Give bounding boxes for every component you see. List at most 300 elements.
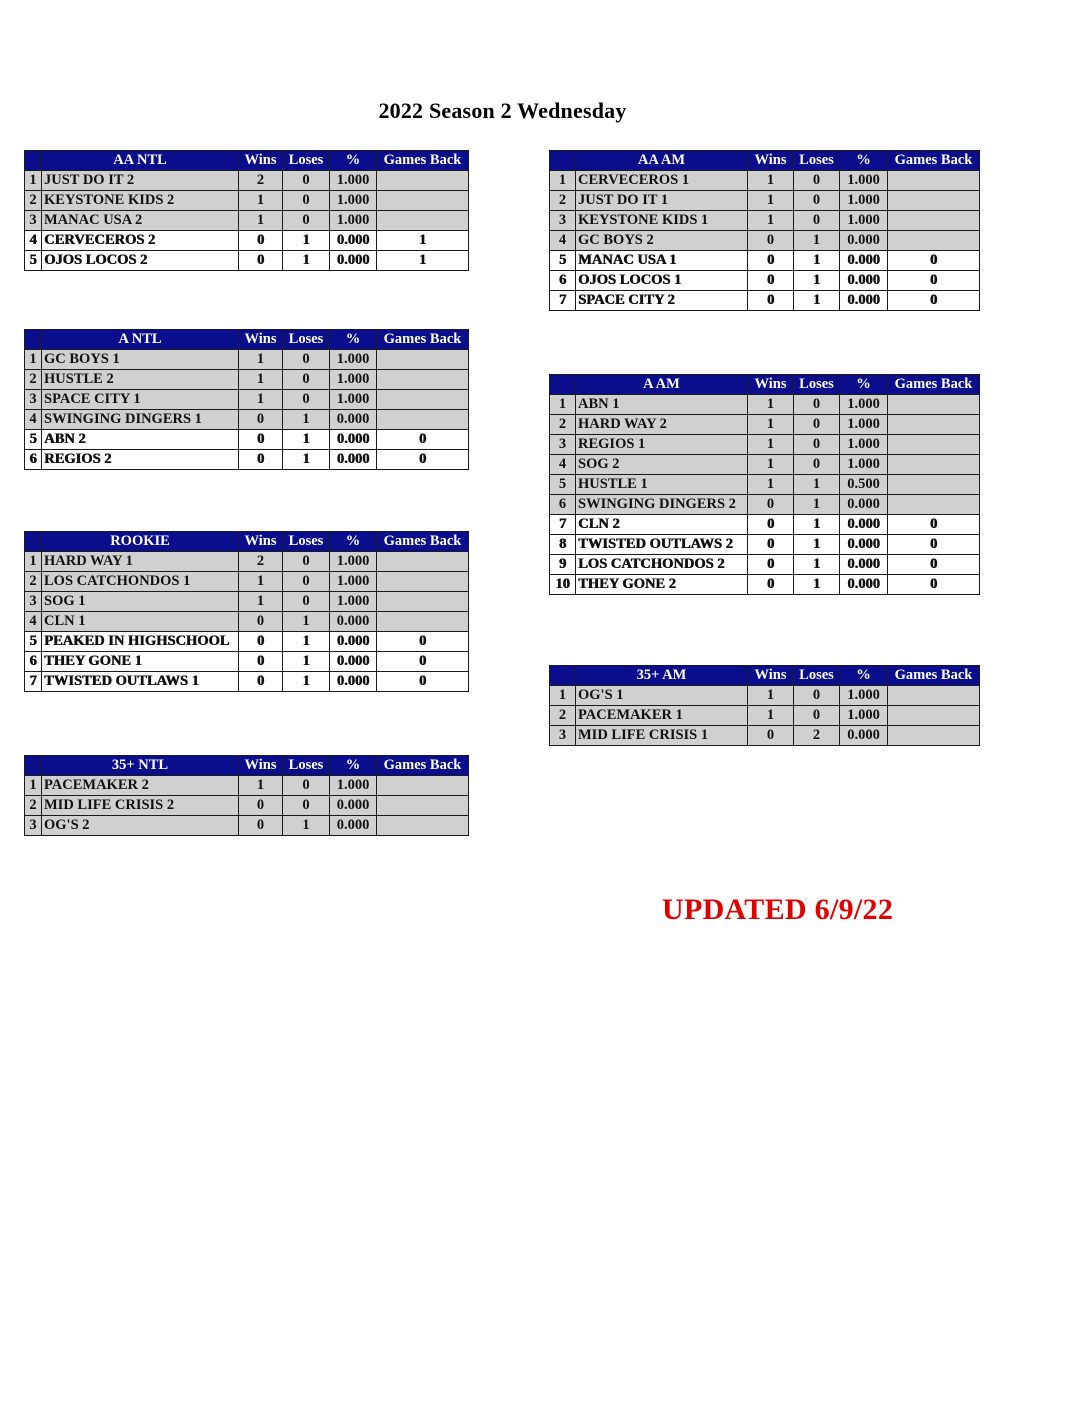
standings-table-rookie [24,531,469,692]
pct-cell: 0.000 [330,410,377,430]
rank-cell: 2 [550,415,576,435]
wins-cell: 0 [239,796,283,816]
rank-cell: 6 [25,652,42,672]
games-back-cell [888,171,980,191]
table-header-row [550,375,980,395]
team-name-cell: HUSTLE 1 [576,475,748,495]
wins-cell: 1 [239,776,283,796]
pct-cell: 0.000 [330,251,377,271]
table-row [25,776,469,796]
wins-cell: 0 [748,291,794,311]
table-row [550,535,980,555]
table-row [25,430,469,450]
table-row [25,816,469,836]
pct-cell: 0.000 [840,231,888,251]
rank-cell: 3 [25,592,42,612]
loses-cell: 1 [283,251,330,271]
wins-cell: 1 [239,592,283,612]
games-back-cell [377,816,469,836]
table-header-row [25,756,469,776]
rank-cell: 2 [25,370,42,390]
team-name-cell: HUSTLE 2 [42,370,239,390]
wins-cell: 1 [239,390,283,410]
team-name-cell: MID LIFE CRISIS 1 [576,726,748,746]
table-row [550,495,980,515]
table-row [550,686,980,706]
loses-cell: 0 [794,686,840,706]
wins-cell: 2 [239,171,283,191]
pct-cell: 1.000 [330,211,377,231]
games-back-cell [377,796,469,816]
rank-cell: 5 [25,430,42,450]
games-back-cell [377,211,469,231]
games-back-cell [888,211,980,231]
loses-cell: 1 [283,816,330,836]
rank-cell: 2 [550,706,576,726]
pct-cell: 0.000 [330,796,377,816]
wins-cell: 0 [748,495,794,515]
team-name-cell: CERVECEROS 1 [576,171,748,191]
loses-cell: 1 [283,450,330,470]
loses-cell: 0 [283,370,330,390]
games-back-cell [888,495,980,515]
wins-header: Wins [239,532,283,552]
team-name-cell: OG'S 2 [42,816,239,836]
rank-cell: 7 [550,515,576,535]
division-name: 35+ NTL [42,756,239,776]
loses-cell: 1 [283,652,330,672]
rank-cell: 5 [25,632,42,652]
games-back-cell: 0 [888,271,980,291]
pct-cell: 1.000 [840,686,888,706]
rank-cell: 3 [550,435,576,455]
rank-cell: 4 [25,612,42,632]
games-back-cell: 0 [888,555,980,575]
loses-cell: 0 [283,796,330,816]
games-back-cell [377,592,469,612]
pct-header: % [330,532,377,552]
table-row [25,450,469,470]
rank-cell: 4 [550,231,576,251]
table-row [550,475,980,495]
table-row [25,350,469,370]
wins-cell: 1 [239,350,283,370]
games-back-cell [888,415,980,435]
team-name-cell: OJOS LOCOS 2 [42,251,239,271]
loses-cell: 0 [794,435,840,455]
table-row [25,370,469,390]
rank-cell: 1 [25,776,42,796]
team-name-cell: LOS CATCHONDOS 2 [576,555,748,575]
games-back-cell: 0 [377,430,469,450]
loses-cell: 1 [283,410,330,430]
loses-cell: 0 [283,211,330,231]
loses-cell: 0 [794,455,840,475]
loses-cell: 1 [283,632,330,652]
games-back-cell [377,612,469,632]
table-row [550,555,980,575]
games-back-cell: 0 [377,450,469,470]
games-back-cell [888,706,980,726]
wins-cell: 0 [748,515,794,535]
games-back-cell: 0 [888,251,980,271]
pct-cell: 0.000 [840,251,888,271]
wins-cell: 1 [748,475,794,495]
rank-cell: 3 [550,726,576,746]
table-header-row [550,151,980,171]
table-row [550,395,980,415]
team-name-cell: KEYSTONE KIDS 2 [42,191,239,211]
rank-cell: 7 [550,291,576,311]
wins-cell: 0 [748,535,794,555]
table-row [550,706,980,726]
wins-cell: 0 [239,612,283,632]
division-name: AA NTL [42,151,239,171]
wins-cell: 0 [748,271,794,291]
games-back-header: Games Back [377,151,469,171]
loses-cell: 1 [794,271,840,291]
games-back-cell: 0 [888,575,980,595]
rank-cell: 1 [550,686,576,706]
loses-header: Loses [283,756,330,776]
loses-cell: 1 [794,575,840,595]
standings-table-35-am [549,665,980,746]
wins-cell: 0 [748,555,794,575]
pct-cell: 1.000 [330,776,377,796]
loses-cell: 2 [794,726,840,746]
loses-cell: 0 [794,706,840,726]
games-back-cell: 0 [888,515,980,535]
division-name: ROOKIE [42,532,239,552]
team-name-cell: OJOS LOCOS 1 [576,271,748,291]
team-name-cell: CERVECEROS 2 [42,231,239,251]
games-back-cell: 0 [377,632,469,652]
loses-cell: 1 [794,555,840,575]
loses-cell: 0 [794,395,840,415]
wins-cell: 0 [239,231,283,251]
loses-cell: 0 [794,211,840,231]
wins-cell: 1 [239,191,283,211]
rank-header [550,375,576,395]
pct-cell: 0.000 [840,575,888,595]
table-row [550,211,980,231]
table-row [25,572,469,592]
table-row [25,552,469,572]
pct-cell: 0.000 [330,450,377,470]
games-back-header: Games Back [377,330,469,350]
rank-cell: 4 [25,410,42,430]
wins-cell: 0 [239,816,283,836]
rank-cell: 9 [550,555,576,575]
games-back-header: Games Back [888,151,980,171]
loses-cell: 1 [794,515,840,535]
team-name-cell: CLN 2 [576,515,748,535]
games-back-cell [888,726,980,746]
rank-cell: 1 [550,171,576,191]
games-back-cell [888,191,980,211]
pct-cell: 0.000 [330,231,377,251]
team-name-cell: ABN 2 [42,430,239,450]
pct-header: % [840,151,888,171]
team-name-cell: REGIOS 1 [576,435,748,455]
pct-cell: 0.000 [330,430,377,450]
table-row [25,612,469,632]
pct-cell: 1.000 [330,350,377,370]
page-title: 2022 Season 2 Wednesday [378,98,627,123]
table-row [550,415,980,435]
pct-cell: 1.000 [330,171,377,191]
pct-cell: 0.000 [840,726,888,746]
rank-cell: 2 [25,191,42,211]
table-row [550,231,980,251]
wins-header: Wins [239,330,283,350]
table-row [550,191,980,211]
pct-cell: 0.000 [330,672,377,692]
table-row [550,515,980,535]
pct-cell: 0.000 [330,632,377,652]
loses-header: Loses [283,151,330,171]
wins-cell: 1 [748,415,794,435]
standings-table-35-ntl [24,755,469,836]
rank-cell: 3 [25,816,42,836]
loses-cell: 1 [794,251,840,271]
wins-cell: 0 [239,430,283,450]
table-header-row [25,151,469,171]
standings-table-a-am [549,374,980,595]
pct-cell: 1.000 [330,370,377,390]
table-row [25,231,469,251]
loses-cell: 0 [283,171,330,191]
loses-cell: 1 [283,231,330,251]
wins-cell: 0 [748,231,794,251]
team-name-cell: SPACE CITY 2 [576,291,748,311]
wins-cell: 1 [239,572,283,592]
rank-cell: 3 [25,211,42,231]
loses-cell: 1 [283,612,330,632]
games-back-cell [888,686,980,706]
table-row [25,211,469,231]
wins-header: Wins [239,756,283,776]
wins-cell: 0 [239,450,283,470]
pct-cell: 1.000 [330,390,377,410]
rank-cell: 2 [25,796,42,816]
games-back-cell: 0 [888,535,980,555]
pct-cell: 1.000 [840,211,888,231]
wins-cell: 0 [748,251,794,271]
games-back-cell: 0 [377,652,469,672]
loses-cell: 1 [794,475,840,495]
loses-header: Loses [283,330,330,350]
table-row [25,390,469,410]
wins-cell: 1 [748,171,794,191]
rank-header [25,330,42,350]
table-header-row [550,666,980,686]
rank-cell: 8 [550,535,576,555]
wins-cell: 0 [748,575,794,595]
games-back-cell: 1 [377,251,469,271]
rank-cell: 2 [25,572,42,592]
table-row [25,171,469,191]
team-name-cell: ABN 1 [576,395,748,415]
team-name-cell: CLN 1 [42,612,239,632]
games-back-cell [888,475,980,495]
wins-cell: 1 [748,706,794,726]
rank-cell: 7 [25,672,42,692]
team-name-cell: THEY GONE 2 [576,575,748,595]
pct-cell: 0.000 [330,816,377,836]
team-name-cell: MID LIFE CRISIS 2 [42,796,239,816]
rank-cell: 5 [25,251,42,271]
wins-cell: 1 [748,191,794,211]
rank-header [25,756,42,776]
table-row [25,632,469,652]
rank-cell: 1 [25,350,42,370]
team-name-cell: HARD WAY 1 [42,552,239,572]
loses-cell: 0 [283,592,330,612]
rank-cell: 6 [550,495,576,515]
loses-header: Loses [794,666,840,686]
table-row [25,191,469,211]
pct-header: % [330,330,377,350]
wins-cell: 1 [748,455,794,475]
pct-cell: 1.000 [330,191,377,211]
division-name: A AM [576,375,748,395]
wins-cell: 1 [239,370,283,390]
team-name-cell: MANAC USA 2 [42,211,239,231]
rank-header [25,151,42,171]
pct-cell: 0.000 [330,612,377,632]
team-name-cell: HARD WAY 2 [576,415,748,435]
team-name-cell: OG'S 1 [576,686,748,706]
wins-header: Wins [748,375,794,395]
table-row [550,455,980,475]
team-name-cell: SWINGING DINGERS 2 [576,495,748,515]
loses-cell: 0 [283,552,330,572]
pct-cell: 1.000 [840,415,888,435]
games-back-cell [888,231,980,251]
loses-cell: 1 [794,291,840,311]
games-back-cell: 0 [377,672,469,692]
loses-cell: 0 [794,171,840,191]
games-back-cell [377,370,469,390]
team-name-cell: KEYSTONE KIDS 1 [576,211,748,231]
pct-header: % [840,375,888,395]
division-name: AA AM [576,151,748,171]
loses-cell: 0 [794,415,840,435]
wins-cell: 0 [239,672,283,692]
rank-cell: 5 [550,251,576,271]
games-back-cell [888,395,980,415]
pct-cell: 0.000 [840,555,888,575]
team-name-cell: SOG 2 [576,455,748,475]
loses-header: Loses [794,375,840,395]
wins-cell: 1 [748,435,794,455]
games-back-cell [888,455,980,475]
loses-cell: 1 [283,430,330,450]
games-back-cell [377,552,469,572]
team-name-cell: PACEMAKER 2 [42,776,239,796]
pct-cell: 1.000 [330,592,377,612]
team-name-cell: THEY GONE 1 [42,652,239,672]
pct-cell: 0.000 [840,535,888,555]
games-back-cell: 0 [888,291,980,311]
games-back-header: Games Back [888,666,980,686]
games-back-cell [377,572,469,592]
team-name-cell: PEAKED IN HIGHSCHOOL [42,632,239,652]
games-back-header: Games Back [377,532,469,552]
loses-cell: 0 [283,350,330,370]
team-name-cell: SWINGING DINGERS 1 [42,410,239,430]
games-back-cell [377,191,469,211]
rank-cell: 10 [550,575,576,595]
loses-header: Loses [794,151,840,171]
table-row [550,575,980,595]
pct-header: % [330,151,377,171]
games-back-cell [377,410,469,430]
loses-cell: 0 [794,191,840,211]
loses-cell: 1 [794,495,840,515]
loses-cell: 1 [283,672,330,692]
wins-header: Wins [748,666,794,686]
table-row [25,592,469,612]
pct-cell: 0.000 [840,515,888,535]
pct-cell: 1.000 [330,552,377,572]
standings-table-a-ntl [24,329,469,470]
table-header-row [25,330,469,350]
wins-cell: 0 [748,726,794,746]
updated-notice: UPDATED 6/9/22 [662,893,894,926]
wins-cell: 2 [239,552,283,572]
games-back-cell [888,435,980,455]
games-back-cell [377,390,469,410]
games-back-header: Games Back [377,756,469,776]
team-name-cell: TWISTED OUTLAWS 2 [576,535,748,555]
games-back-cell [377,350,469,370]
wins-cell: 1 [748,211,794,231]
pct-cell: 1.000 [840,455,888,475]
rank-cell: 2 [550,191,576,211]
team-name-cell: REGIOS 2 [42,450,239,470]
pct-cell: 1.000 [840,706,888,726]
loses-cell: 1 [794,535,840,555]
team-name-cell: JUST DO IT 2 [42,171,239,191]
wins-cell: 1 [239,211,283,231]
games-back-cell: 1 [377,231,469,251]
wins-cell: 1 [748,686,794,706]
pct-cell: 1.000 [840,435,888,455]
pct-cell: 1.000 [330,572,377,592]
pct-cell: 1.000 [840,395,888,415]
wins-cell: 0 [239,652,283,672]
rank-cell: 1 [25,171,42,191]
pct-cell: 0.000 [330,652,377,672]
team-name-cell: SOG 1 [42,592,239,612]
games-back-cell [377,171,469,191]
team-name-cell: MANAC USA 1 [576,251,748,271]
table-row [550,171,980,191]
table-row [550,291,980,311]
standings-table-aa-ntl [24,150,469,271]
wins-header: Wins [748,151,794,171]
table-row [550,726,980,746]
rank-cell: 3 [550,211,576,231]
pct-cell: 0.500 [840,475,888,495]
rank-cell: 5 [550,475,576,495]
table-row [550,271,980,291]
rank-cell: 6 [25,450,42,470]
table-row [25,652,469,672]
table-row [550,251,980,271]
